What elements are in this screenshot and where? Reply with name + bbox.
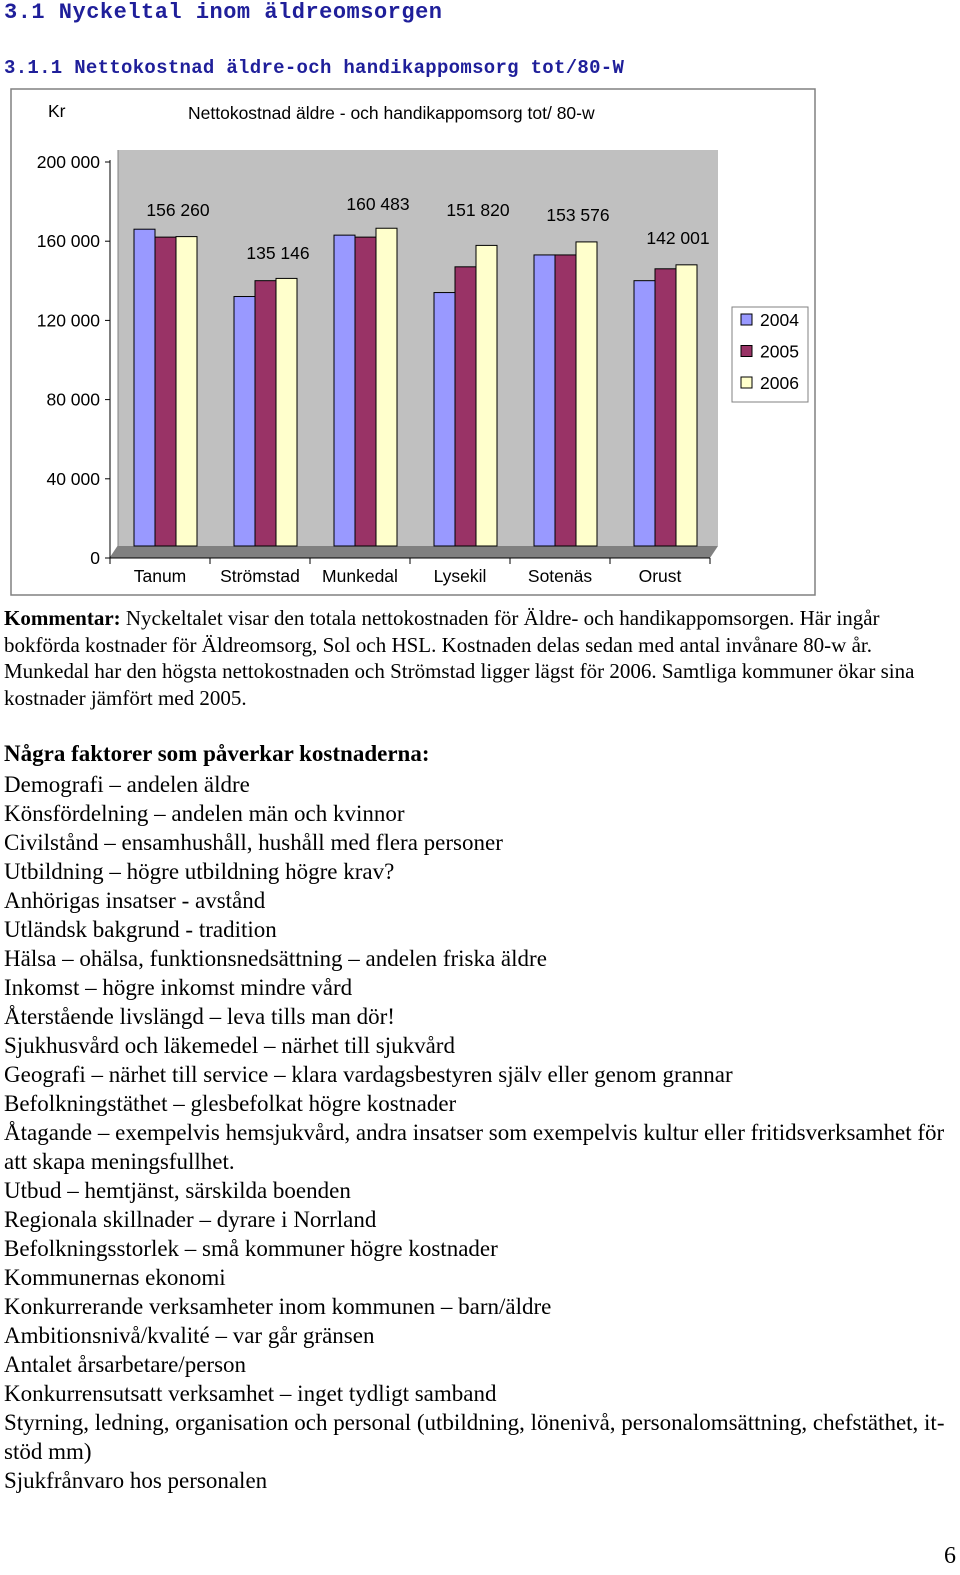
bar	[176, 237, 197, 546]
factor-item: Konkurrerande verksamheter inom kommunen – barn/äldre	[4, 1294, 552, 1319]
factor-item: Inkomst – högre inkomst mindre vård	[4, 975, 353, 1000]
factor-item: Ambitionsnivå/kvalité – var går gränsen	[4, 1323, 375, 1348]
factor-item: Anhörigas insatser - avstånd	[4, 888, 266, 913]
y-axis-label: Kr	[48, 101, 66, 121]
bar	[234, 297, 255, 546]
legend-swatch	[741, 377, 752, 388]
factor-item: Utbildning – högre utbildning högre krav?	[4, 859, 395, 884]
factor-item: Befolkningstäthet – glesbefolkat högre kostnader	[4, 1091, 457, 1116]
y-tick-label: 40 000	[46, 468, 100, 489]
data-label: 156 260	[146, 200, 210, 220]
x-tick-label: Orust	[638, 566, 682, 586]
factor-item: Sjukhusvård och läkemedel – närhet till sjukvård	[4, 1033, 455, 1058]
subsection-heading: 3.1.1 Nettokostnad äldre-och handikappomsorg tot/80-W	[4, 57, 625, 79]
factor-item: Könsfördelning – andelen män och kvinnor	[4, 801, 405, 826]
bar	[655, 269, 676, 546]
factor-item: Styrning, ledning, organisation och personal (utbildning, lönenivå, personalomsättning, chefstäthet, it-stöd mm)	[4, 1410, 945, 1464]
x-tick-label: Lysekil	[433, 566, 487, 586]
legend-label: 2005	[760, 341, 799, 362]
data-label: 135 146	[246, 243, 310, 263]
factor-item: Sjukfrånvaro hos personalen	[4, 1468, 268, 1493]
bar-chart	[10, 88, 816, 596]
bar	[334, 235, 355, 546]
factor-item: Demografi – andelen äldre	[4, 772, 250, 797]
factor-item: Återstående livslängd – leva tills man dör!	[4, 1004, 395, 1029]
legend-swatch	[741, 346, 752, 357]
factor-item: Konkurrensutsatt verksamhet – inget tydligt samband	[4, 1381, 497, 1406]
bar	[134, 229, 155, 546]
data-label: 142 001	[646, 228, 710, 248]
y-tick-label: 120 000	[36, 310, 100, 331]
comment-label: Kommentar:	[4, 606, 121, 630]
bar	[676, 265, 697, 546]
y-tick-label: 0	[90, 548, 100, 568]
bar	[276, 278, 297, 546]
data-label: 160 483	[346, 194, 410, 214]
factors-list	[4, 770, 954, 1495]
y-tick-label: 80 000	[46, 389, 100, 410]
factor-item: Civilstånd – ensamhushåll, hushåll med flera personer	[4, 830, 503, 855]
comment-text: Nyckeltalet visar den totala nettokostnaden för Äldre- och handikappomsorgen. Här ingår bokförda kostnader för Äldreomsorg, Sol och HSL. Kostnaden delas sedan med antal invånare 80-w år. Munkedal har den högsta nettokostnaden och Strömstad ligger lägst för 2006. Samtliga kommuner ökar sina kostnader jämfört med 2005.	[4, 606, 915, 710]
bar	[476, 245, 497, 546]
x-tick-label: Sotenäs	[527, 566, 593, 586]
plot-floor	[110, 546, 718, 558]
bar	[434, 293, 455, 546]
factor-item: Geografi – närhet till service – klara vardagsbestyren själv eller genom grannar	[4, 1062, 733, 1087]
bar	[355, 237, 376, 546]
x-tick-label: Strömstad	[220, 566, 300, 586]
factor-item: Antalet årsarbetare/person	[4, 1352, 247, 1377]
section-heading: 3.1 Nyckeltal inom äldreomsorgen	[4, 0, 443, 25]
factor-item: Utbud – hemtjänst, särskilda boenden	[4, 1178, 351, 1203]
data-label: 153 576	[546, 205, 610, 225]
factor-item: Åtagande – exempelvis hemsjukvård, andra insatser som exempelvis kultur eller fritidsverksamhet för att skapa meningsfullhet.	[4, 1120, 945, 1174]
legend-label: 2006	[760, 373, 799, 393]
factor-item: Regionala skillnader – dyrare i Norrland	[4, 1207, 377, 1232]
bar	[155, 237, 176, 546]
factor-item: Hälsa – ohälsa, funktionsnedsättning – andelen friska äldre	[4, 946, 547, 971]
legend-swatch	[741, 314, 752, 325]
chart-title: Nettokostnad äldre - och handikappomsorg tot/ 80-w	[188, 103, 595, 123]
bar	[376, 228, 397, 546]
bar	[534, 255, 555, 546]
bar	[576, 242, 597, 546]
factor-item: Kommunernas ekonomi	[4, 1265, 226, 1290]
legend-label: 2004	[760, 310, 799, 330]
y-tick-label: 200 000	[36, 152, 100, 172]
data-label: 151 820	[446, 200, 510, 220]
factor-item: Befolkningsstorlek – små kommuner högre kostnader	[4, 1236, 498, 1261]
x-tick-label: Munkedal	[322, 566, 398, 586]
comment-paragraph	[4, 605, 954, 711]
page-number: 6	[944, 1543, 956, 1569]
factors-title: Några faktorer som påverkar kostnaderna:	[4, 741, 430, 766]
legend	[732, 307, 808, 402]
x-tick-label: Tanum	[133, 566, 187, 586]
bar	[555, 255, 576, 546]
bar	[634, 281, 655, 546]
bar	[455, 267, 476, 546]
bar	[255, 281, 276, 546]
y-tick-label: 160 000	[36, 231, 100, 252]
factor-item: Utländsk bakgrund - tradition	[4, 917, 277, 942]
